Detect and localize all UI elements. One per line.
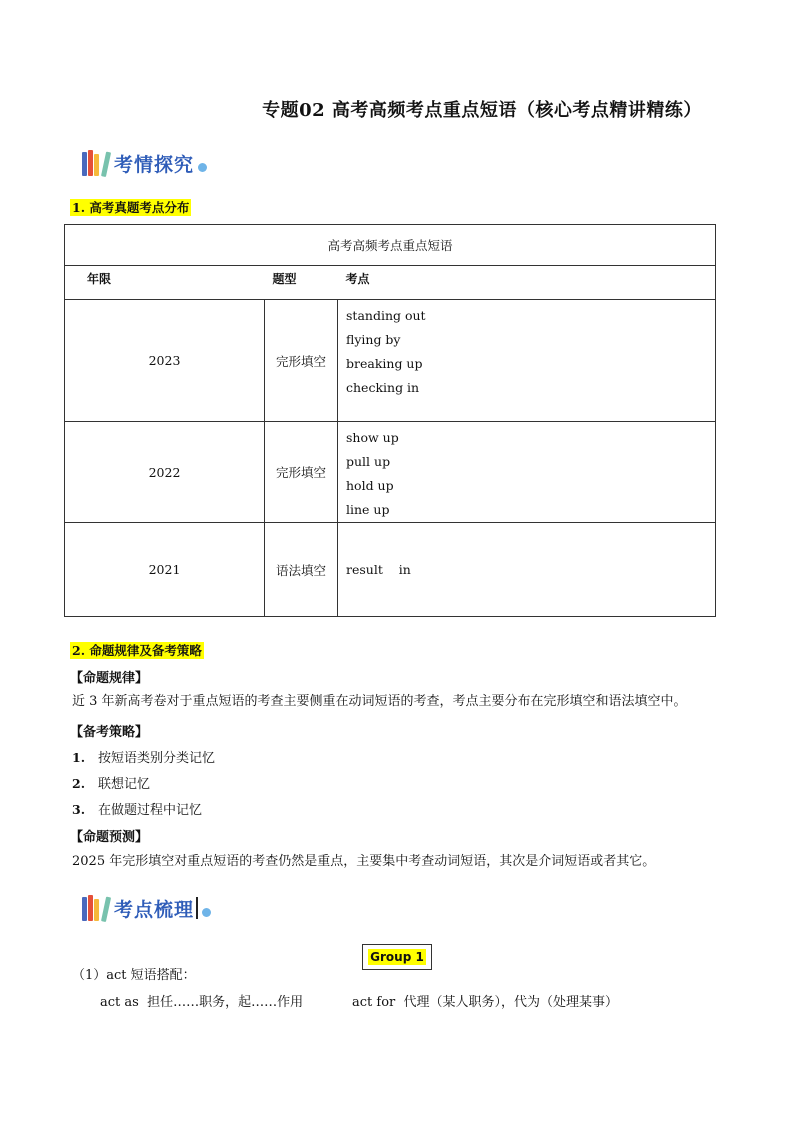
point: breaking up	[346, 356, 423, 371]
row-type: 完形填空	[265, 422, 338, 523]
row-year: 2022	[65, 422, 265, 523]
row-points	[338, 300, 716, 422]
point: show up	[346, 430, 399, 445]
text-cursor	[196, 897, 198, 919]
strategy-item: 2. 联想记忆	[72, 776, 151, 792]
forecast-heading: 【命题预测】	[70, 830, 149, 845]
forecast-text: 2025 年完形填空对重点短语的考查仍然是重点，主要集中考查动词短语，其次是介词短语或者其它。	[72, 854, 656, 869]
section-banner-exam-analysis	[80, 148, 207, 178]
point: standing out	[346, 308, 426, 323]
group-label: Group 1	[370, 950, 424, 964]
rule-heading: 【命题规律】	[70, 671, 149, 686]
strategy-item: 1. 按短语类别分类记忆	[72, 750, 216, 766]
table-row	[65, 300, 716, 422]
point: flying by	[346, 332, 401, 347]
header-points: 考点	[338, 266, 716, 300]
row-points	[338, 523, 716, 617]
point: line up	[346, 502, 390, 517]
strategy-heading: 【备考策略】	[70, 725, 149, 740]
row-type: 语法填空	[265, 523, 338, 617]
table-title: 高考高频考点重点短语	[65, 225, 716, 266]
rule-text: 近 3 年新高考卷对于重点短语的考查主要侧重在动词短语的考查，考点主要分布在完形填空和语法填空中。	[72, 694, 687, 709]
page-title: 专题02 高考高频考点重点短语（核心考点精讲精练）	[262, 100, 702, 121]
item-heading: （1）act 短语搭配：	[72, 968, 196, 983]
point: checking in	[346, 380, 420, 395]
phrase-act-as: act as 担任……职务，起……作用	[100, 995, 304, 1010]
exam-table	[64, 224, 716, 617]
dot-icon	[198, 163, 207, 172]
point: result in	[346, 561, 411, 577]
header-year: 年限	[65, 266, 265, 300]
strategy-item: 3. 在做题过程中记忆	[72, 802, 203, 818]
phrase-act-for: act for 代理（某人职务），代为（处理某事）	[352, 995, 619, 1010]
dot-icon	[202, 908, 211, 917]
books-icon	[80, 150, 110, 176]
part1-label: 1. 高考真题考点分布	[72, 200, 190, 215]
row-points	[338, 422, 716, 523]
section-banner-label: 考情探究	[114, 153, 195, 176]
part2-label: 2. 命题规律及备考策略	[72, 643, 202, 658]
row-year: 2021	[65, 523, 265, 617]
header-type: 题型	[265, 266, 338, 300]
row-type: 完形填空	[265, 300, 338, 422]
section-banner-key-points	[80, 893, 211, 923]
books-icon	[80, 895, 110, 921]
table-row	[65, 422, 716, 523]
point: hold up	[346, 478, 394, 493]
row-year: 2023	[65, 300, 265, 422]
section-banner-label: 考点梳理	[114, 898, 195, 921]
table-row	[65, 523, 716, 617]
group-label-box	[362, 944, 432, 970]
point: pull up	[346, 454, 391, 469]
